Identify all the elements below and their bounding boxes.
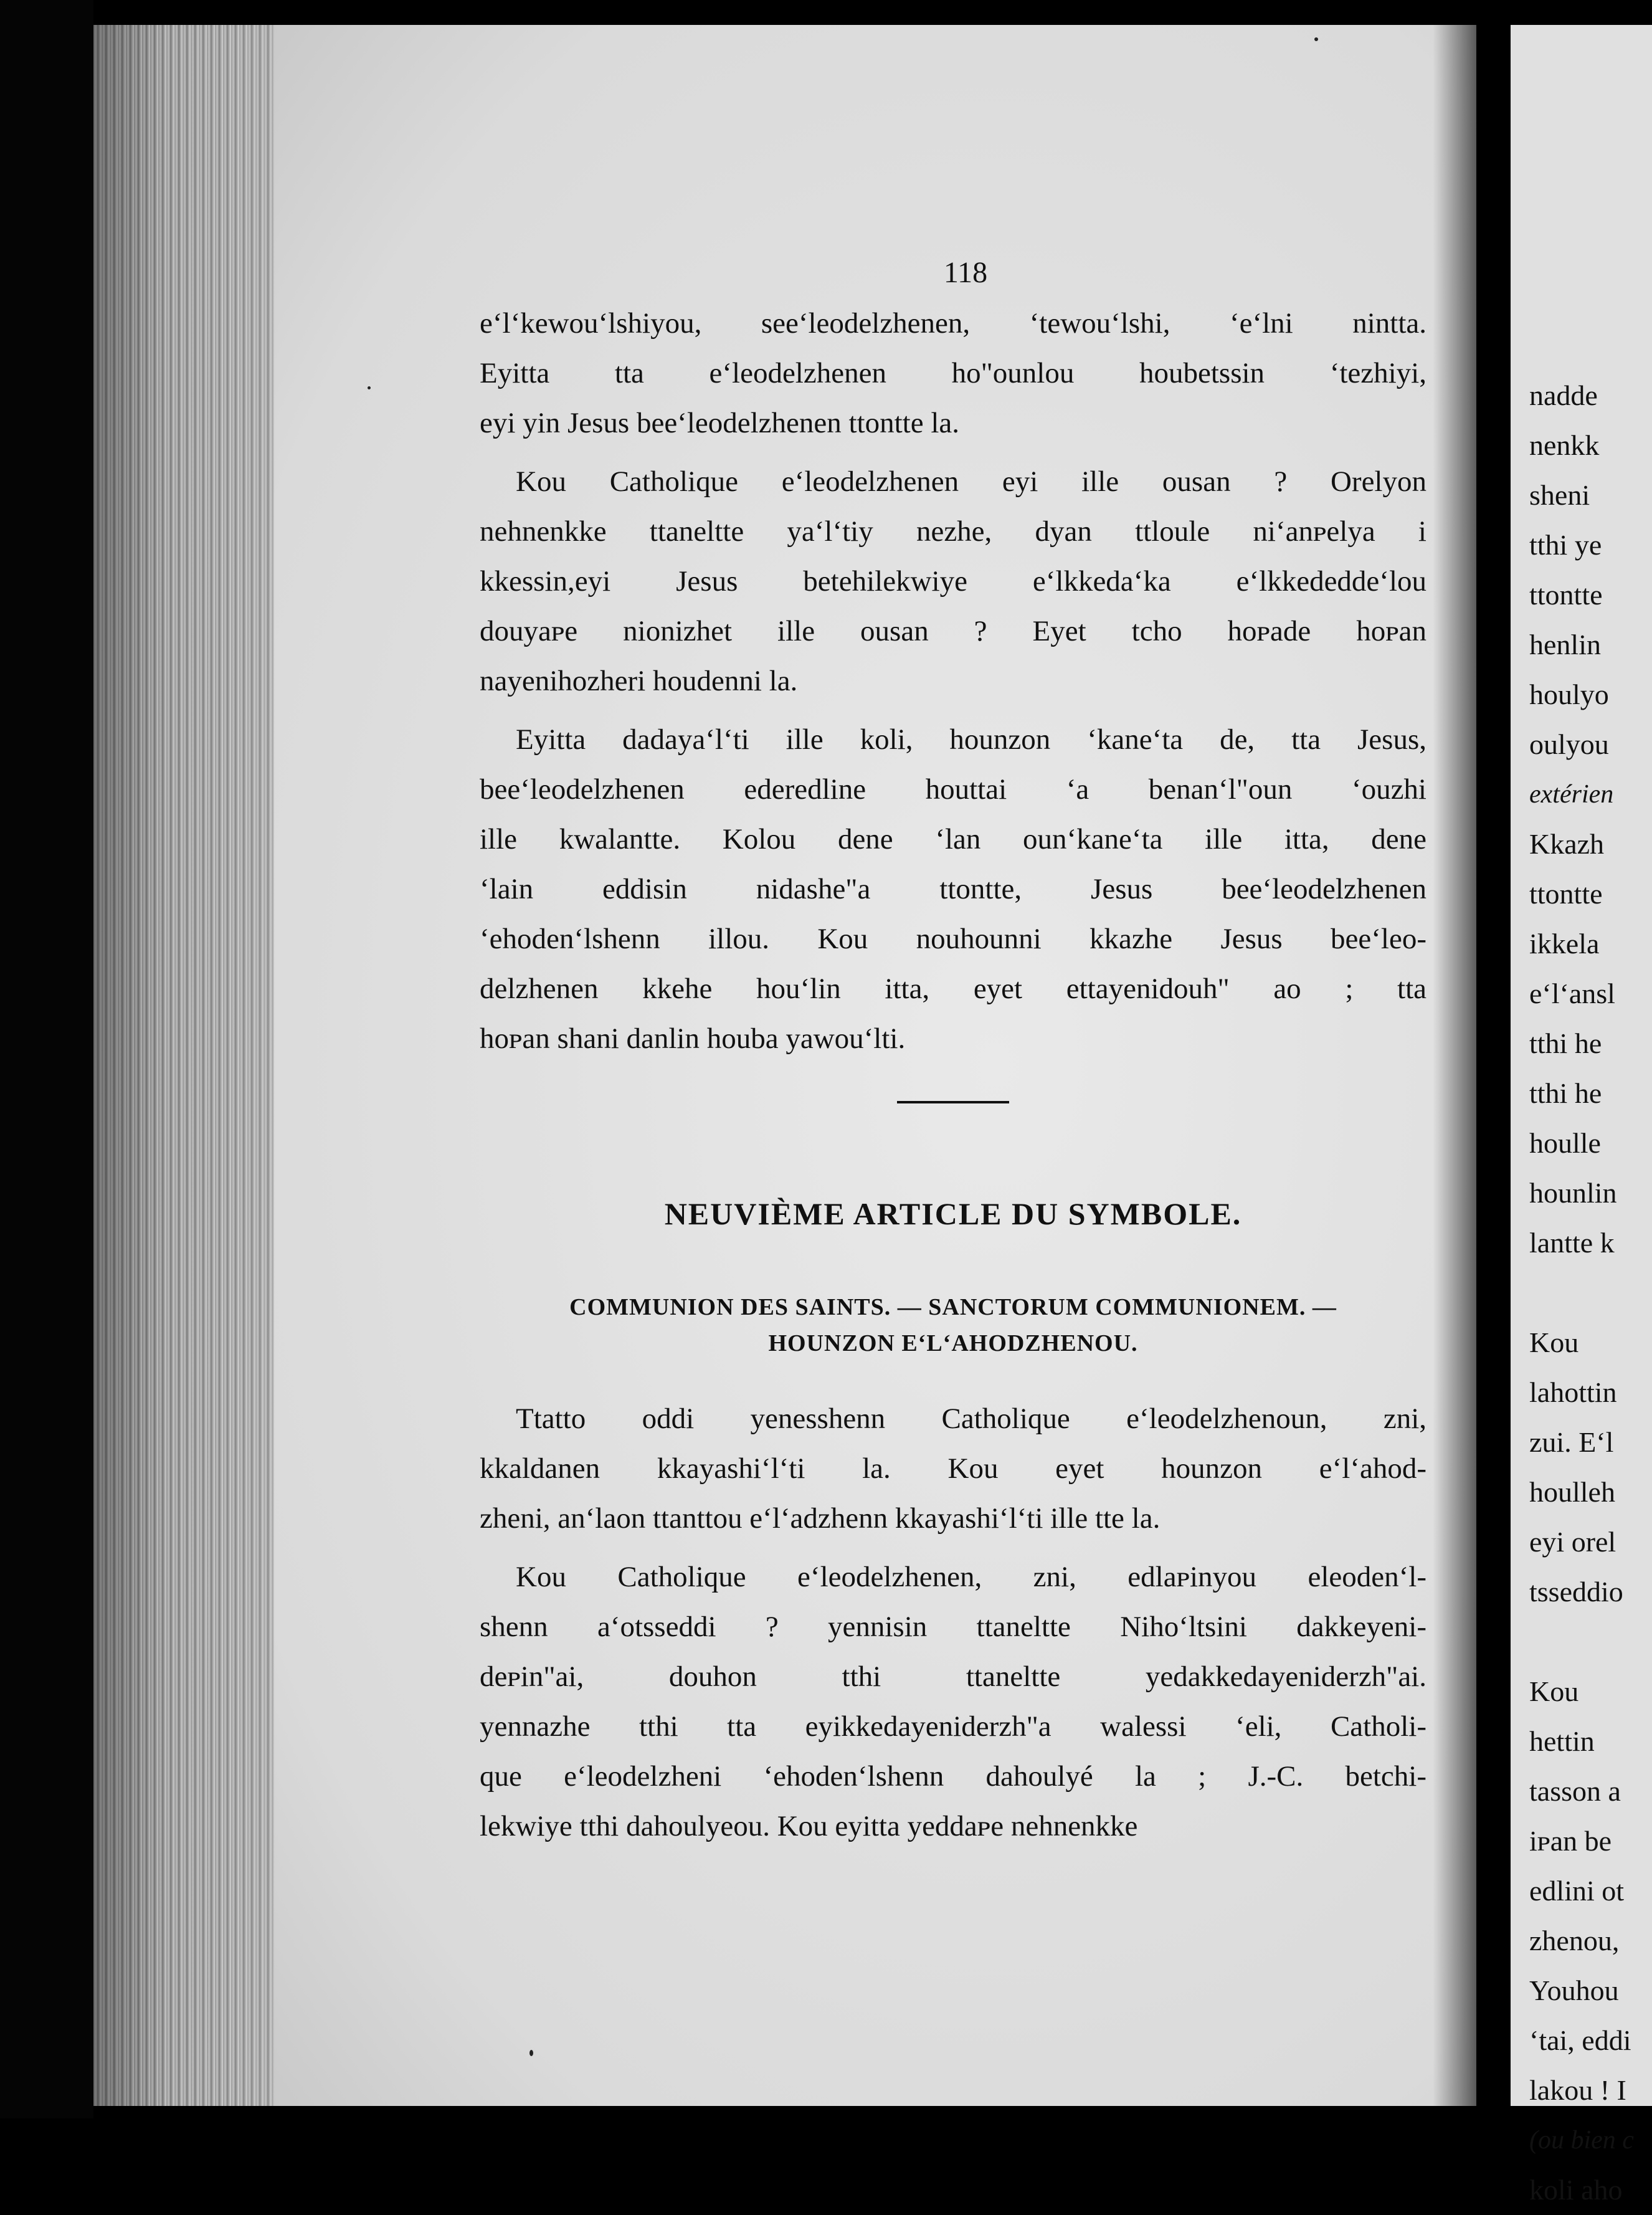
facing-page-line: eyi orel (1529, 1526, 1616, 1558)
paragraph (480, 298, 1427, 448)
facing-page-line: hettin (1529, 1725, 1595, 1757)
facing-page-line: e‘l‘ansl (1529, 978, 1615, 1009)
facing-page (1511, 25, 1652, 2206)
facing-page-line (1529, 1268, 1634, 1318)
article-subheading (480, 1289, 1427, 1361)
facing-page-line: nadde (1529, 379, 1598, 411)
text-line: kkaldanen kkayashi‘l‘ti la. Kou eyet hounzon e‘l‘ahod- (480, 1452, 1427, 1485)
facing-page-line: ttontte (1529, 579, 1603, 611)
text-line: nayenihozheri houdenni la. (480, 665, 798, 697)
text-line: ‘lain eddisin nidashe"a ttontte, Jesus bee‘leodelzhenen (480, 873, 1427, 905)
dust-speck (1314, 37, 1318, 41)
paragraph-gap (480, 448, 1427, 457)
text-line: shenn a‘otsseddi ? yennisin ttaneltte Niho‘ltsini dakkeyeni- (480, 1611, 1427, 1643)
text-line: lekwiye tthi dahoulyeou. Kou eyitta yeddaᴘe nehnenkke (480, 1810, 1138, 1842)
facing-page-line: tthi ye (1529, 529, 1602, 561)
paragraph-gap (480, 1543, 1427, 1552)
text-line: Eyitta tta e‘leodelzhenen ho"ounlou houbetssin ‘tezhiyi, (480, 357, 1427, 389)
text-line: eyi yin Jesus bee‘leodelzhenen ttontte la. (480, 407, 960, 439)
text-line: douyaᴘe nionizhet ille ousan ? Eyet tcho hoᴘade hoᴘan (480, 615, 1427, 647)
facing-page-line: tsseddio (1529, 1576, 1623, 1608)
facing-page-line: tthi he (1529, 1077, 1602, 1109)
facing-page-line: lakou ! I (1529, 2074, 1626, 2106)
paragraph (480, 1552, 1427, 1851)
facing-page-line: Kou (1529, 1327, 1579, 1358)
facing-page-line: koli aho (1529, 2174, 1623, 2206)
page-number: 118 (943, 256, 988, 289)
facing-page-line: iᴘan be (1529, 1825, 1612, 1857)
section-divider-rule (897, 1101, 1009, 1103)
facing-page-line: lahottin (1529, 1376, 1617, 1408)
facing-page-line: Youhou (1529, 1974, 1619, 2006)
facing-page-line: zhenou, (1529, 1925, 1620, 1956)
subheading-line: HOUNZON E‘L‘AHODZHENOU. (768, 1330, 1138, 1356)
facing-page-line: extérien (1529, 780, 1614, 809)
facing-page-line (1529, 1617, 1634, 1667)
facing-page-line: zui. E‘l (1529, 1426, 1614, 1458)
text-line: hoᴘan shani danlin houba yawou‘lti. (480, 1022, 906, 1055)
section-paragraphs-2 (480, 1394, 1427, 1851)
page-edges (93, 25, 280, 2106)
facing-page-line: Kkazh (1529, 828, 1605, 860)
text-line: yennazhe tthi tta eyikkedayeniderzh"a walessi ‘eli, Catholi- (480, 1710, 1427, 1743)
text-line: Kou Catholique e‘leodelzhenen eyi ille ousan ? Orelyon (516, 465, 1427, 498)
facing-page-line: ikkela (1529, 928, 1600, 960)
facing-page-line: houlleh (1529, 1476, 1615, 1508)
text-line: ‘ehoden‘lshenn illou. Kou nouhounni kkazhe Jesus bee‘leo- (480, 923, 1427, 955)
paragraph-gap (480, 706, 1427, 715)
facing-page-line: edlini ot (1529, 1875, 1625, 1907)
facing-page-line: houlle (1529, 1127, 1601, 1159)
facing-page-line: tasson a (1529, 1775, 1621, 1807)
text-line: Eyitta dadaya‘l‘ti ille koli, hounzon ‘kane‘ta de, tta Jesus, (516, 723, 1427, 756)
facing-page-line: ttontte (1529, 878, 1603, 910)
subheading-line: COMMUNION DES SAINTS. — SANCTORUM COMMUNIONEM. — (569, 1294, 1337, 1320)
scan-border (0, 0, 93, 2118)
text-line: Ttatto oddi yenesshenn Catholique e‘leodelzhenoun, zni, (516, 1403, 1427, 1435)
facing-page-line: oulyou (1529, 728, 1609, 760)
facing-page-line: lantte k (1529, 1227, 1615, 1259)
gutter-shadow (1433, 25, 1501, 2106)
facing-page-line: houlyo (1529, 679, 1609, 710)
text-line: ille kwalantte. Kolou dene ‘lan oun‘kane‘ta ille itta, dene (480, 823, 1427, 855)
text-line: delzhenen kkehe hou‘lin itta, eyet ettayenidouh" ao ; tta (480, 973, 1427, 1005)
dust-speck (368, 386, 371, 389)
facing-page-line: ‘tai, eddi (1529, 2024, 1631, 2056)
facing-page-line: hounlin (1529, 1177, 1617, 1209)
text-line: nehnenkke ttaneltte ya‘l‘tiy nezhe, dyan ttloule ni‘anᴘelya i (480, 515, 1427, 548)
facing-page-line: (ou bien c (1529, 2126, 1634, 2155)
text-line: zheni, an‘laon ttanttou e‘l‘adzhenn kkayashi‘l‘ti ille tte la. (480, 1502, 1161, 1535)
article-heading: NEUVIÈME ARTICLE DU SYMBOLE. (664, 1196, 1242, 1231)
text-line: kkessin,eyi Jesus betehilekwiye e‘lkkeda‘ka e‘lkkededde‘lou (480, 565, 1427, 598)
paragraph (480, 457, 1427, 706)
text-line: que e‘leodelzheni ‘ehoden‘lshenn dahoulyé la ; J.-C. betchi- (480, 1760, 1427, 1793)
text-line: e‘l‘kewou‘lshiyou, see‘leodelzhenen, ‘tewou‘lshi, ‘e‘lni nintta. (480, 307, 1427, 340)
paragraph (480, 715, 1427, 1064)
facing-page-line: henlin (1529, 629, 1601, 660)
text-line: bee‘leodelzhenen ederedline houttai ‘a benan‘l"oun ‘ouzhi (480, 773, 1427, 806)
section-paragraphs (480, 298, 1427, 1064)
dust-speck (529, 2050, 533, 2056)
facing-page-line: Kou (1529, 1675, 1579, 1707)
text-line: deᴘin"ai, douhon tthi ttaneltte yedakkedayeniderzh"ai. (480, 1660, 1427, 1693)
paragraph (480, 1394, 1427, 1543)
facing-page-line: nenkk (1529, 429, 1600, 461)
facing-page-line: sheni (1529, 479, 1590, 511)
text-line: Kou Catholique e‘leodelzhenen, zni, edlaᴘinyou eleoden‘l- (516, 1561, 1427, 1593)
facing-page-line: tthi he (1529, 1027, 1602, 1059)
page-content (480, 255, 1427, 1851)
facing-page-text (1529, 371, 1634, 2215)
